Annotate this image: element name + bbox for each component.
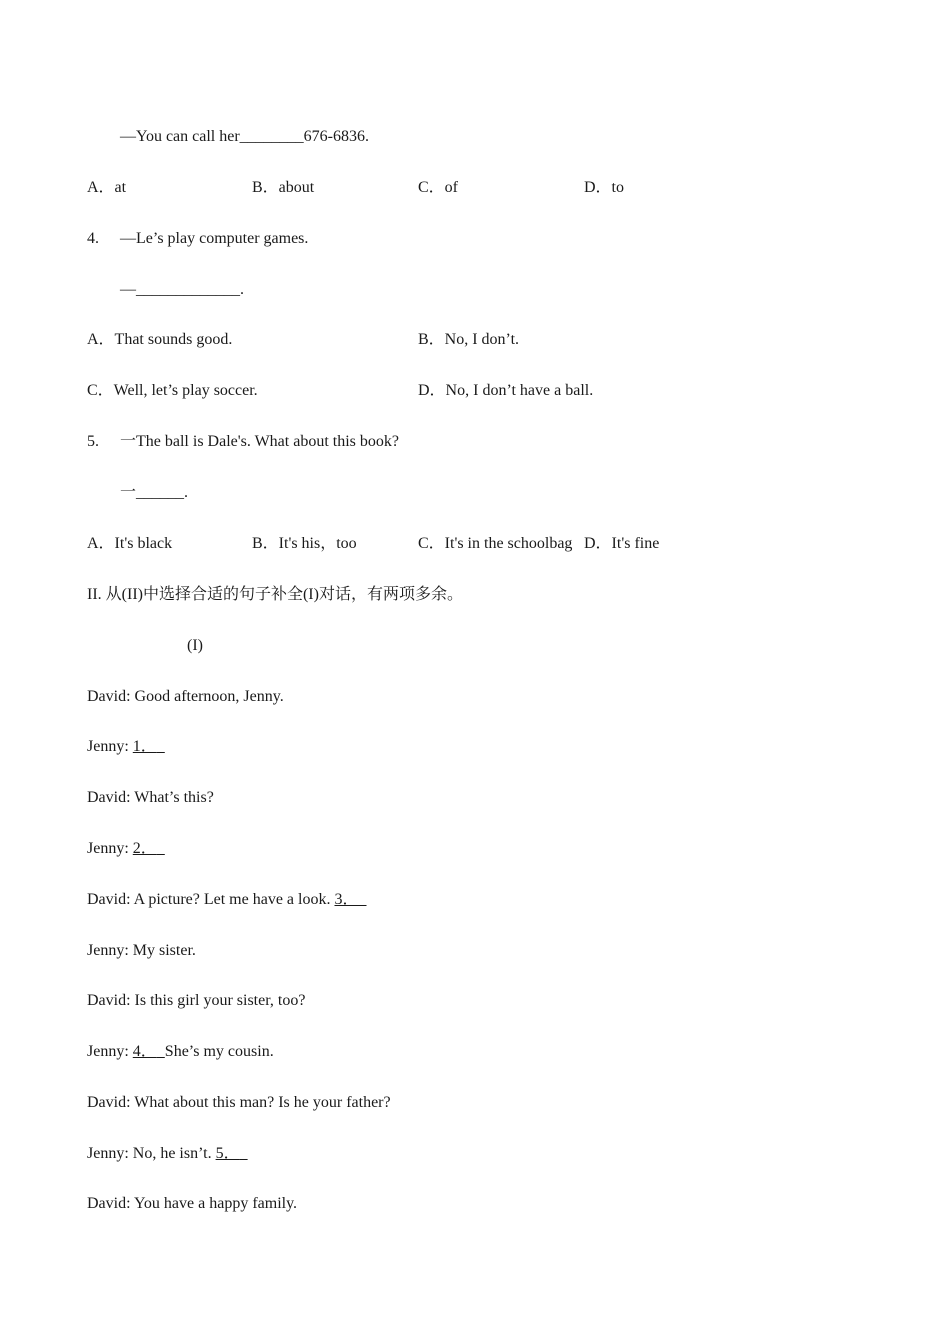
dialogue-line bbox=[87, 1144, 248, 1164]
q3-option-d: D．to bbox=[584, 179, 625, 196]
dialogue-text: David: What’s this? bbox=[87, 789, 214, 806]
answer-blank: 3． bbox=[334, 891, 359, 908]
q5-number: 5. bbox=[87, 433, 99, 450]
dialogue-line bbox=[87, 737, 165, 757]
dialogue-line bbox=[87, 991, 305, 1011]
dialogue-line bbox=[87, 1194, 297, 1214]
dialogue-text: Jenny: No, he isn’t. bbox=[87, 1145, 216, 1162]
q5-option-d: D．It's fine bbox=[584, 535, 660, 552]
q5-question: 一The ball is Dale's. What about this book? bbox=[120, 433, 399, 450]
dialogue-line bbox=[87, 687, 284, 707]
q4-answer-line: —_____________. bbox=[120, 281, 244, 298]
q4-number: 4. bbox=[87, 230, 99, 247]
part-label: (I) bbox=[187, 637, 203, 654]
dialogue-text: Jenny: My sister. bbox=[87, 942, 196, 959]
q3-option-c: C．of bbox=[418, 179, 459, 196]
q4-option-d: D．No, I don’t have a ball. bbox=[418, 382, 594, 399]
q5-option-a: A．It's black bbox=[87, 535, 173, 552]
q5-answer-line: 一______. bbox=[120, 484, 189, 501]
dialogue-line bbox=[87, 1042, 274, 1062]
dialogue-text: Jenny: bbox=[87, 1043, 133, 1060]
dialogue-text: David: What about this man? Is he your father? bbox=[87, 1094, 391, 1111]
q5-option-c: C．It's in the schoolbag bbox=[418, 535, 573, 552]
dialogue-line bbox=[87, 890, 367, 910]
dialogue-text: David: Is this girl your sister, too? bbox=[87, 992, 306, 1009]
q4-option-c: C．Well, let’s play soccer. bbox=[87, 382, 258, 399]
dialogue-text: David: A picture? Let me have a look. bbox=[87, 891, 335, 908]
dialogue-line bbox=[87, 839, 165, 859]
dialogue-text: David: Good afternoon, Jenny. bbox=[87, 688, 284, 705]
dialogue-text: Jenny: bbox=[87, 738, 133, 755]
q3-answer-line: —You can call her________676‐6836. bbox=[120, 128, 370, 145]
q3-option-a: A．at bbox=[87, 179, 127, 196]
dialogue-text: David: You have a happy family. bbox=[87, 1195, 298, 1212]
dialogue-line bbox=[87, 1093, 391, 1113]
section-heading: II. 从(II)中选择合适的句子补全(I)对话，有两项多余。 bbox=[87, 586, 463, 603]
dialogue-text: Jenny: bbox=[87, 840, 133, 857]
q4-option-a: A．That sounds good. bbox=[87, 331, 233, 348]
answer-blank: 4． bbox=[132, 1043, 157, 1060]
dialogue-line bbox=[87, 941, 196, 961]
dialogue-text: She’s my cousin. bbox=[164, 1043, 274, 1060]
q4-option-b: B．No, I don’t. bbox=[418, 331, 520, 348]
answer-blank: 2． bbox=[132, 840, 157, 857]
answer-blank: 5． bbox=[215, 1145, 240, 1162]
dialogue-line bbox=[87, 788, 214, 808]
q5-option-b: B．It's his，too bbox=[252, 535, 357, 552]
q3-option-b: B．about bbox=[252, 179, 315, 196]
q4-question: —Le’s play computer games. bbox=[120, 230, 309, 247]
answer-blank: 1． bbox=[132, 738, 157, 755]
